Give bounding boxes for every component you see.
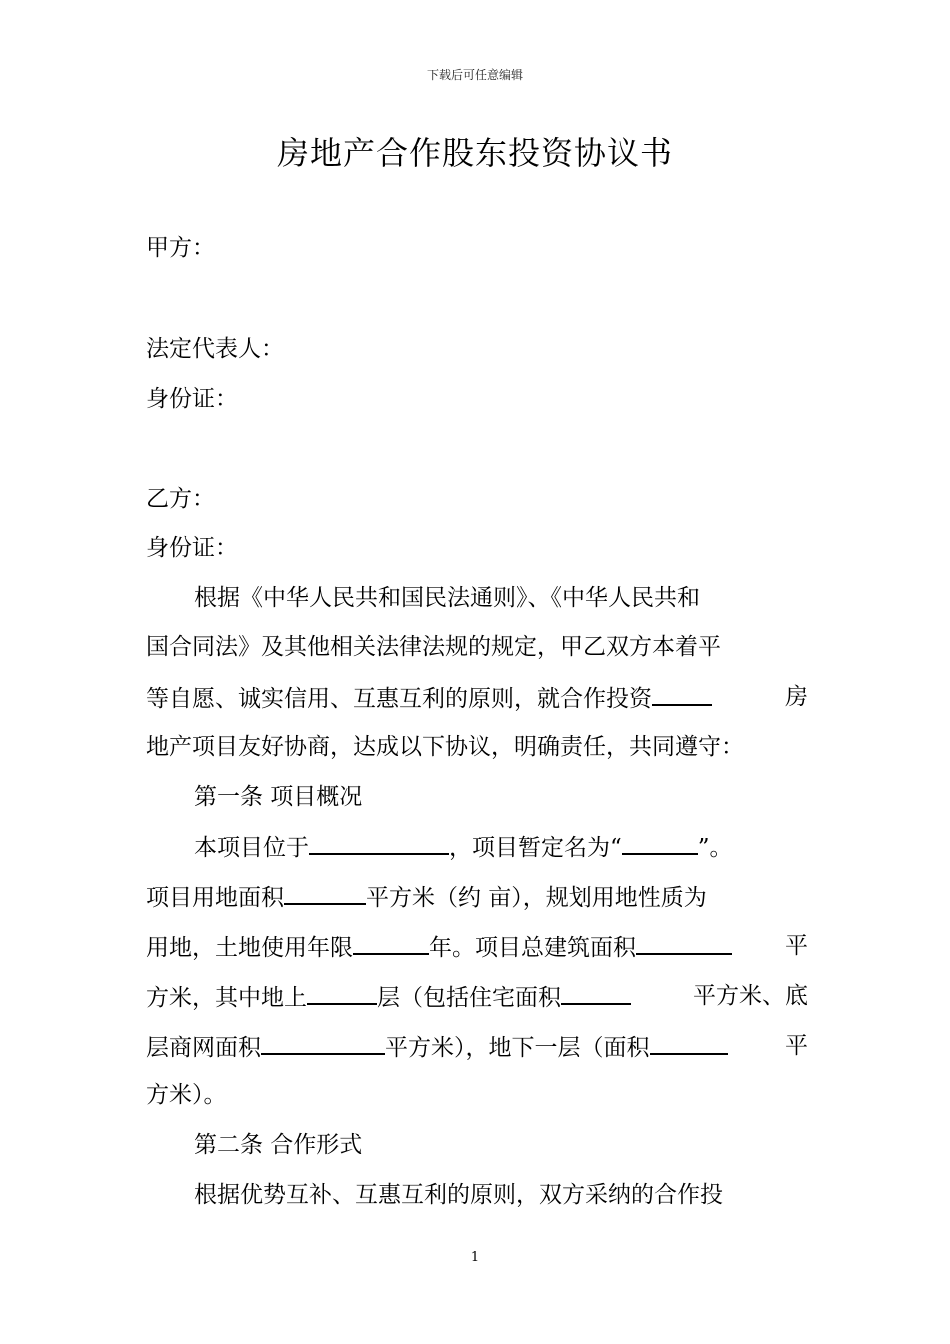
para2-line4-b: 层（包括住宅面积 <box>377 985 561 1011</box>
blank-project-title <box>622 831 698 855</box>
para2-line1-a: 本项目位于 <box>194 835 309 861</box>
blank-residential-area <box>561 981 631 1005</box>
para1-line3-text: 等自愿、诚实信用、互惠互利的原则，就合作投资 <box>146 686 652 712</box>
document-title: 房地产合作股东投资协议书 <box>276 134 673 172</box>
blank-total-area <box>636 931 732 955</box>
para2-line4-a: 方米，其中地上 <box>146 985 307 1011</box>
para2-line5-c: 平 <box>785 1033 808 1059</box>
para2-line5-a: 层商网面积 <box>146 1035 261 1061</box>
para2-line5-b: 平方米），地下一层（面积 <box>385 1035 650 1061</box>
para2-line6: 方米）。 <box>146 1082 227 1108</box>
para2-line1-c: ”。 <box>697 835 733 861</box>
para2-line3-c: 平 <box>785 933 808 959</box>
para2-line1-b: ，项目暂定名为“ <box>449 835 622 861</box>
blank-project-name <box>652 682 712 706</box>
blank-basement-area <box>650 1031 728 1055</box>
para1-line1: 根据《中华人民共和国民法通则》、《中华人民共和 <box>194 585 700 611</box>
para1-line2: 国合同法》及其他相关法律法规的规定，甲乙双方本着平 <box>146 634 721 660</box>
blank-commercial-area <box>261 1031 385 1055</box>
article-1-heading: 第一条 项目概况 <box>194 784 363 810</box>
para2-line2 <box>146 881 808 913</box>
blank-floors <box>307 981 377 1005</box>
para2-line2-a: 项目用地面积 <box>146 885 284 911</box>
para1-line4: 地产项目友好协商，达成以下协议，明确责任，共同遵守： <box>146 734 744 760</box>
para2-line3 <box>146 931 808 963</box>
blank-land-area <box>284 881 366 905</box>
article-2-heading: 第二条 合作形式 <box>194 1132 363 1158</box>
para2-line3-a: 用地，土地使用年限 <box>146 935 353 961</box>
party-b-label: 乙方： <box>146 486 215 512</box>
para3-line1: 根据优势互补、互惠互利的原则，双方采纳的合作投 <box>194 1182 723 1208</box>
legal-rep-label: 法定代表人： <box>146 336 284 362</box>
id-card-b-label: 身份证： <box>146 535 238 561</box>
para1-line3-end: 房 <box>785 684 808 710</box>
blank-land-term <box>353 931 429 955</box>
header-note: 下载后可任意编辑 <box>426 68 523 82</box>
para2-line4-c: 平方米、底 <box>693 983 808 1009</box>
para2-line4 <box>146 981 808 1013</box>
para2-line3-b: 年。项目总建筑面积 <box>429 935 636 961</box>
party-a-label: 甲方： <box>146 235 215 261</box>
para1-line3 <box>146 682 808 714</box>
para2-line2-b: 平方米（约 亩），规划用地性质为 <box>366 885 707 911</box>
blank-location <box>309 831 449 855</box>
page-number: 1 <box>470 1250 480 1265</box>
id-card-a-label: 身份证： <box>146 386 238 412</box>
para2-line5 <box>146 1031 808 1063</box>
para2-line1 <box>194 831 808 863</box>
